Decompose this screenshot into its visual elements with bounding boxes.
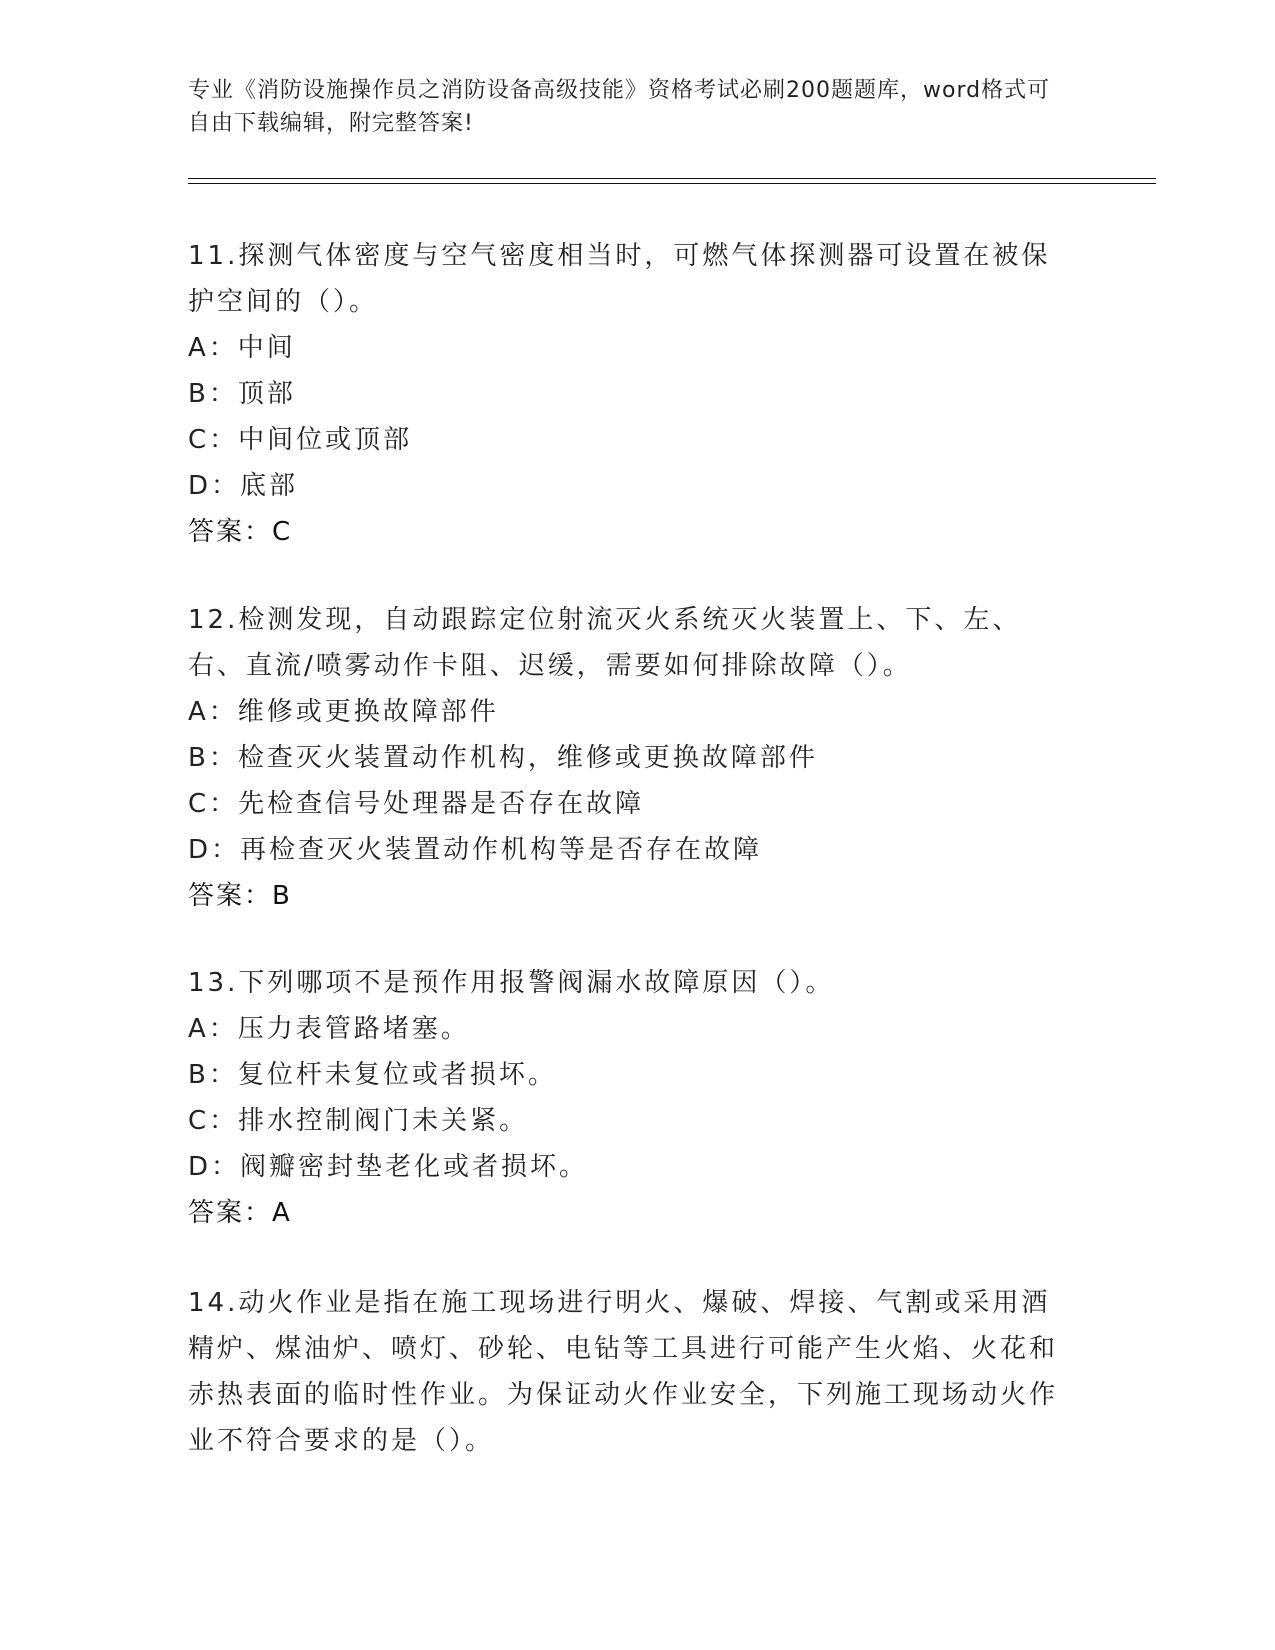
question-stem: 11.探测气体密度与空气密度相当时，可燃气体探测器可设置在被保护空间的（）。 xyxy=(188,241,1051,317)
question-stem: 14.动火作业是指在施工现场进行明火、爆破、焊接、气割或采用酒精炉、煤油炉、喷灯、砂轮、电钻等工具进行可能产生火焰、火花和赤热表面的临时性作业。为保证动火作业安全，下列施工现场动火作业不符合要求的是（）。 xyxy=(188,1288,1059,1456)
question-13 xyxy=(188,960,1068,1236)
option-c: C：先检查信号处理器是否存在故障 xyxy=(188,789,645,819)
option-c: C：中间位或顶部 xyxy=(188,425,413,455)
option-a: A：中间 xyxy=(188,333,296,363)
answer: 答案：C xyxy=(188,517,293,547)
header-divider-top xyxy=(188,178,1156,179)
question-11 xyxy=(188,233,1068,555)
answer: 答案：B xyxy=(188,881,292,911)
option-c: C：排水控制阀门未关紧。 xyxy=(188,1106,529,1136)
answer: 答案：A xyxy=(188,1198,292,1228)
option-b: B：顶部 xyxy=(188,379,296,409)
option-b: B：复位杆未复位或者损坏。 xyxy=(188,1060,557,1090)
option-a: A：维修或更换故障部件 xyxy=(188,697,499,727)
question-stem: 13.下列哪项不是预作用报警阀漏水故障原因（）。 xyxy=(188,968,835,998)
option-d: D：阀瓣密封垫老化或者损坏。 xyxy=(188,1152,589,1182)
option-b: B：检查灭火装置动作机构，维修或更换故障部件 xyxy=(188,743,818,773)
option-d: D：底部 xyxy=(188,471,299,501)
question-stem: 12.检测发现，自动跟踪定位射流灭火系统灭火装置上、下、左、右、直流/喷雾动作卡阻、迟缓，需要如何排除故障（）。 xyxy=(188,605,1022,681)
header-divider-bottom xyxy=(188,183,1156,184)
document-header: 专业《消防设施操作员之消防设备高级技能》资格考试必刷200题题库，word格式可自由下载编辑，附完整答案! xyxy=(188,78,1051,136)
option-a: A：压力表管路堵塞。 xyxy=(188,1014,470,1044)
question-14 xyxy=(188,1280,1068,1464)
option-d: D：再检查灭火装置动作机构等是否存在故障 xyxy=(188,835,763,865)
question-12 xyxy=(188,597,1068,919)
